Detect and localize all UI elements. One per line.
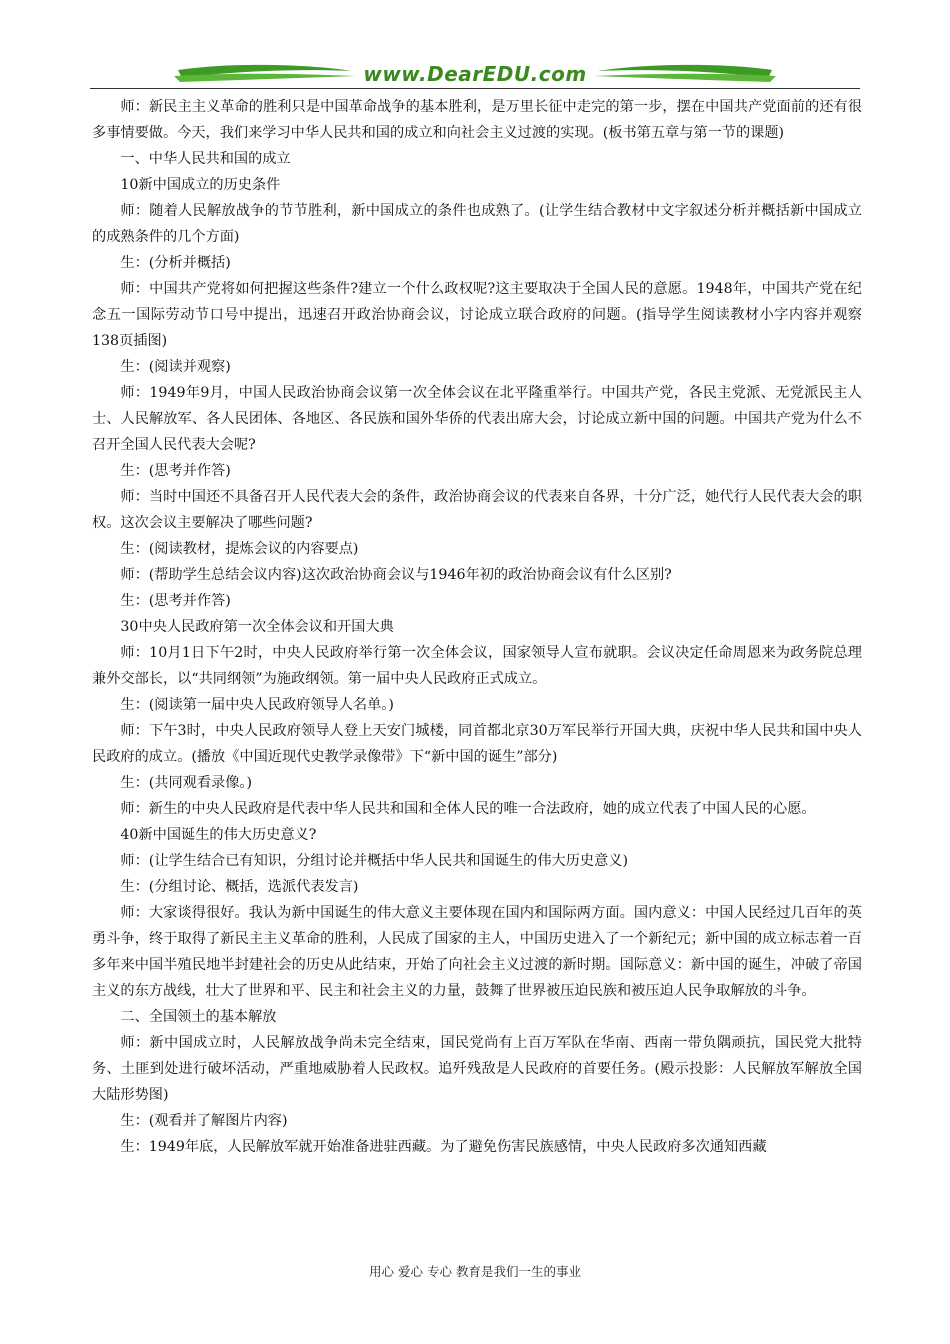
paragraph: 师：新民主主义革命的胜利只是中国革命战争的基本胜利，是万里长征中走完的第一步，摆在中国共产党面前的还有很多事情要做。今天，我们来学习中华人民共和国的成立和向社会主义过渡的实现。(板书第五章与第一节的课题) [92,99,862,141]
paragraph: 师：新中国成立时，人民解放战争尚未完全结束，国民党尚有上百万军队在华南、西南一带负隅顽抗，国民党大批特务、土匪到处进行破坏活动，严重地威胁着人民政权。追歼残敌是人民政府的首要任务。(殿示投影：人民解放军解放全国大陆形势图) [92,1035,862,1103]
section-heading: 一、中华人民共和国的成立 [120,151,291,167]
subsection-heading: 30中央人民政府第一次全体会议和开国大典 [120,619,394,635]
paragraph: 师：随着人民解放战争的节节胜利，新中国成立的条件也成熟了。(让学生结合教材中文字叙述分析并概括新中国成立的成熟条件的几个方面) [92,203,862,245]
paragraph: 生：(分析并概括) [120,255,231,271]
paragraph: 师：新生的中央人民政府是代表中华人民共和国和全体人民的唯一合法政府，她的成立代表了中国人民的心愿。 [120,801,816,817]
paragraph: 师：大家谈得很好。我认为新中国诞生的伟大意义主要体现在国内和国际两方面。国内意义：中国人民经过几百年的英勇斗争，终于取得了新民主主义革命的胜利，人民成了国家的主人，中国历史进入了一个新纪元；新中国的成立标志着一百多年来中国半殖民地半封建社会的历史从此结束，开始了向社会主义过渡的新时期。国际意义：新中国的诞生，冲破了帝国主义的东方战线，壮大了世界和平、民主和社会主义的力量，鼓舞了世界被压迫民族和被压迫人民争取解放的斗争。 [92,905,862,999]
paragraph: 生：(共同观看录像。) [120,775,253,791]
header-divider [90,88,860,89]
paragraph: 师：10月1日下午2时，中央人民政府举行第一次全体会议，国家领导人宣布就职。会议决定任命周恩来为政务院总理兼外交部长，以“共同纲领”为施政纲领。第一届中央人民政府正式成立。 [92,645,862,687]
paragraph: 生：(阅读并观察) [120,359,231,375]
paragraph: 生：(思考并作答) [120,593,231,609]
paragraph: 师：(让学生结合已有知识，分组讨论并概括中华人民共和国诞生的伟大历史意义) [120,853,629,869]
page-footer: 用心 爱心 专心 教育是我们一生的事业 [369,1264,581,1279]
paragraph: 生：(阅读第一届中央人民政府领导人名单。) [120,697,394,713]
paragraph: 师：中国共产党将如何把握这些条件?建立一个什么政权呢?这主要取决于全国人民的意愿。1948年，中国共产党在纪念五一国际劳动节口号中提出，迅速召开政治协商会议，讨论成立联合政府的问题。(指导学生阅读教材小字内容并观察138页插图) [92,281,862,349]
paragraph: 生：(阅读教材，提炼会议的内容要点) [120,541,359,557]
paragraph: 师：1949年9月，中国人民政治协商会议第一次全体会议在北平隆重举行。中国共产党，各民主党派、无党派民主人士、人民解放军、各人民团体、各地区、各民族和国外华侨的代表出席大会，讨论成立新中国的问题。中国共产党为什么不召开全国人民代表大会呢? [92,385,862,453]
subsection-heading: 10新中国成立的历史条件 [120,177,281,193]
section-heading: 二、全国领土的基本解放 [120,1009,277,1025]
paragraph: 师：当时中国还不具备召开人民代表大会的条件，政治协商会议的代表来自各界，十分广泛，她代行人民代表大会的职权。这次会议主要解决了哪些问题? [92,489,862,531]
paragraph: 师：下午3时，中央人民政府领导人登上天安门城楼，同首都北京30万军民举行开国大典，庆祝中华人民共和国中央人民政府的成立。(播放《中国近现代史教学录像带》下“新中国的诞生”部分) [92,723,862,765]
page-header [90,56,860,92]
document-body [92,94,862,1160]
subsection-heading: 40新中国诞生的伟大历史意义? [120,827,317,843]
paragraph: 生：(观看并了解图片内容) [120,1113,288,1129]
paragraph: 生：1949年底，人民解放军就开始准备进驻西藏。为了避免伤害民族感情，中央人民政府多次通知西藏 [120,1139,767,1155]
paragraph: 师：(帮助学生总结会议内容)这次政治协商会议与1946年初的政治协商会议有什么区别? [120,567,672,583]
paragraph: 生：(思考并作答) [120,463,231,479]
paragraph: 生：(分组讨论、概括，选派代表发言) [120,879,359,895]
site-logo-text: www.DearEDU.com [363,62,587,86]
